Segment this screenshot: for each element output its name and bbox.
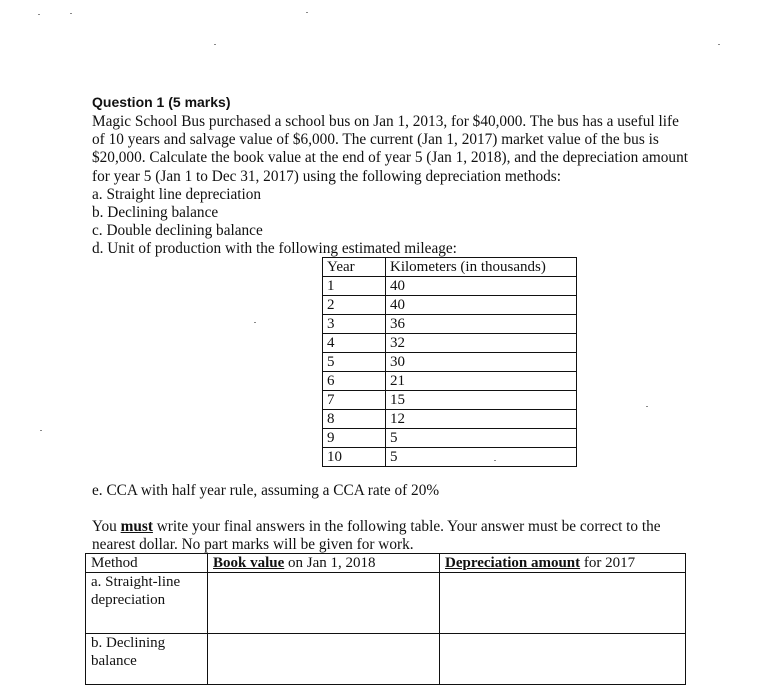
instruction-line-2: nearest dollar. No part marks will be given for work.: [92, 536, 414, 553]
instruction-text: write your final answers in the following table. Your answer must be correct to the: [152, 518, 661, 535]
answer-method-cell: [86, 573, 208, 634]
header-text: on Jan 1, 2018: [284, 555, 376, 571]
km-cell: 5: [386, 429, 577, 448]
book-value-answer-cell[interactable]: [208, 634, 440, 685]
table-row: [323, 410, 577, 429]
method-item: b. Declining balance: [92, 204, 219, 222]
answer-header-book-value: [208, 554, 440, 573]
km-cell: 40: [386, 277, 577, 296]
method-item-e: e. CCA with half year rule, assuming a CCA rate of 20%: [92, 482, 440, 499]
mileage-table: [322, 257, 577, 467]
scan-speck: [214, 44, 216, 45]
km-cell: 15: [386, 391, 577, 410]
year-cell: 3: [323, 315, 386, 334]
header-emphasis: Depreciation amount: [445, 555, 581, 571]
table-row: [86, 573, 686, 634]
answer-header-depreciation: [440, 554, 686, 573]
intro-line: of 10 years and salvage value of $6,000. The current (Jan 1, 2017) market value of the bus is: [92, 131, 659, 149]
answer-method-cell: [86, 634, 208, 685]
scan-speck: [254, 322, 256, 323]
method-item: d. Unit of production with the following estimated mileage:: [92, 240, 457, 258]
table-row: [323, 315, 577, 334]
table-row: [323, 372, 577, 391]
mileage-header-km: Kilometers (in thousands): [386, 258, 577, 277]
depreciation-answer-cell[interactable]: [440, 573, 686, 634]
intro-line: $20,000. Calculate the book value at the end of year 5 (Jan 1, 2018), and the depreciation amount: [92, 149, 688, 167]
intro-line: Magic School Bus purchased a school bus on Jan 1, 2013, for $40,000. The bus has a useful life: [92, 113, 679, 130]
km-cell: 40: [386, 296, 577, 315]
scan-speck: [70, 13, 72, 14]
km-cell: 5: [386, 448, 577, 467]
question-intro: [92, 113, 732, 186]
km-cell: 21: [386, 372, 577, 391]
year-cell: 5: [323, 353, 386, 372]
km-cell: 12: [386, 410, 577, 429]
question-title: Question 1 (5 marks): [92, 94, 231, 110]
table-row: [323, 296, 577, 315]
scan-speck: [646, 406, 648, 407]
answer-instructions: [92, 518, 732, 554]
table-row: [86, 634, 686, 685]
table-row: [323, 391, 577, 410]
instruction-emphasis: must: [120, 518, 153, 535]
year-cell: 8: [323, 410, 386, 429]
question-body: [92, 113, 732, 259]
answer-header-method: Method: [86, 554, 208, 573]
km-cell: 36: [386, 315, 577, 334]
instruction-line-1: [92, 518, 732, 536]
method-list: [92, 186, 732, 259]
method-item: a. Straight line depreciation: [92, 185, 262, 203]
year-cell: 1: [323, 277, 386, 296]
table-row: [323, 334, 577, 353]
method-label-line: balance: [91, 653, 137, 669]
km-cell: 32: [386, 334, 577, 353]
table-row: [323, 448, 577, 467]
km-cell: 30: [386, 353, 577, 372]
book-value-answer-cell[interactable]: [208, 573, 440, 634]
year-cell: 7: [323, 391, 386, 410]
depreciation-answer-cell[interactable]: [440, 634, 686, 685]
scan-speck: [718, 44, 720, 45]
method-label-line: a. Straight-line: [91, 574, 181, 590]
year-cell: 2: [323, 296, 386, 315]
year-cell: 9: [323, 429, 386, 448]
instruction-text: You: [92, 518, 121, 535]
header-emphasis: Book value: [213, 555, 285, 571]
answer-table: [85, 553, 686, 685]
intro-line: for year 5 (Jan 1 to Dec 31, 2017) using the following depreciation methods:: [92, 167, 561, 185]
method-item: c. Double declining balance: [92, 222, 263, 240]
year-cell: 10: [323, 448, 386, 467]
mileage-header-year: Year: [323, 258, 386, 277]
year-cell: 6: [323, 372, 386, 391]
table-row: [323, 353, 577, 372]
table-row: [323, 277, 577, 296]
table-row: [323, 429, 577, 448]
year-cell: 4: [323, 334, 386, 353]
scan-speck: [494, 460, 496, 461]
mileage-header-row: [323, 258, 577, 277]
method-label-line: depreciation: [91, 592, 166, 608]
scan-speck: [40, 430, 42, 431]
method-label-line: b. Declining: [91, 635, 166, 651]
header-text: for 2017: [580, 555, 636, 571]
scan-speck: [38, 14, 40, 15]
answer-header-row: [86, 554, 686, 573]
scan-speck: [306, 12, 308, 13]
